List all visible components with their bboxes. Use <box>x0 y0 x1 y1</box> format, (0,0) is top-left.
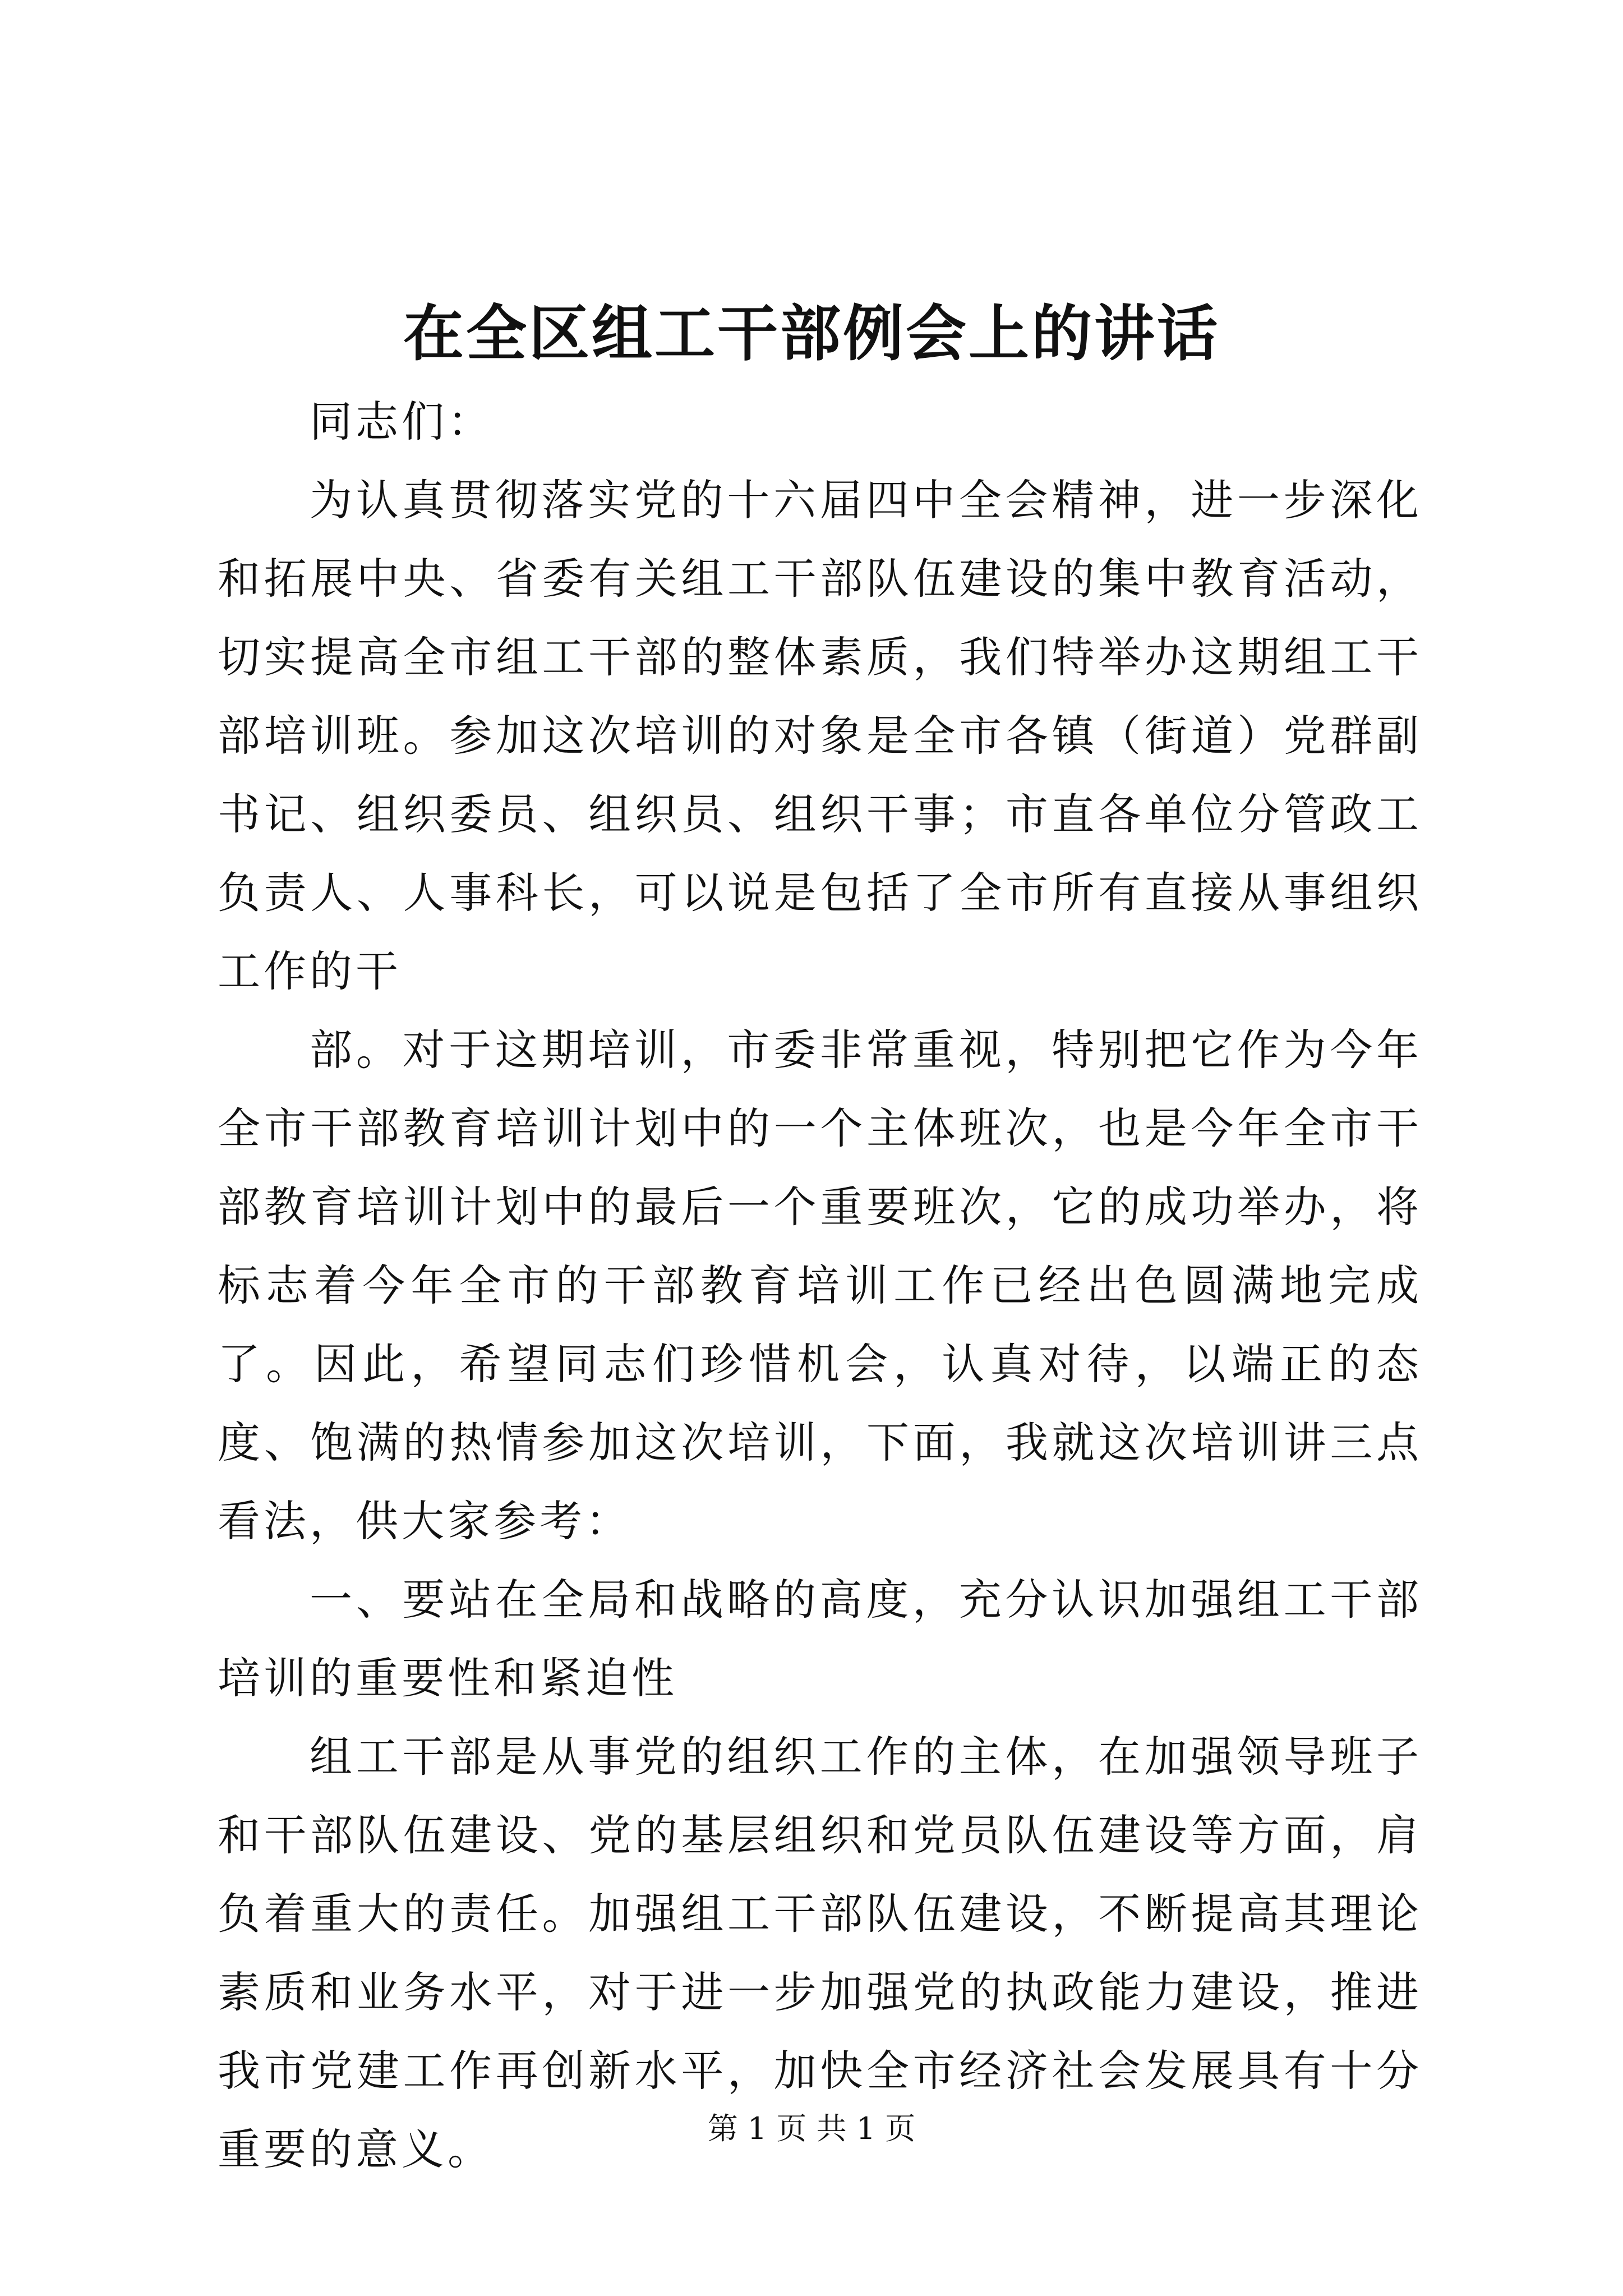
intro-paragraph: 为认真贯彻落实党的十六届四中全会精神，进一步深化和拓展中央、省委有关组工干部队伍建设的集中教育活动，切实提高全市组工干部的整体素质，我们特举办这期组工干部培训班。参加这次培训的对象是全市各镇（街道）党群副书记、组织委员、组织员、组织干事；市直各单位分管政工负责人、人事科长，可以说是包括了全市所有直接从事组织工作的干 <box>218 475 1422 996</box>
page-number-footer: 第 1 页 共 1 页 <box>707 2111 916 2146</box>
section-body-1: 组工干部是从事党的组织工作的主体，在加强领导班子和干部队伍建设、党的基层组织和党员队伍建设等方面，肩负着重大的责任。加强组工干部队伍建设，不断提高其理论素质和业务水平，对于进一步加强党的执政能力建设，推进我市党建工作再创新水平，加快全市经济社会发展具有十分重要的意义。 <box>218 1732 1422 2174</box>
training-paragraph: 部。对于这期培训，市委非常重视，特别把它作为今年全市干部教育培训计划中的一个主体班次，也是今年全市干部教育培训计划中的最后一个重要班次，它的成功举办，将标志着今年全市的干部教育培训工作已经出色圆满地完成了。因此，希望同志们珍惜机会，认真对待，以端正的态度、饱满的热情参加这次培训，下面，我就这次培训讲三点看法，供大家参考： <box>218 1025 1422 1546</box>
document-body <box>218 383 1422 2189</box>
document-title: 在全区组工干部例会上的讲话 <box>403 298 1220 369</box>
greeting-paragraph: 同志们： <box>310 397 494 447</box>
section-heading-1: 一、要站在全局和战略的高度，充分认识加强组工干部培训的重要性和紧迫性 <box>218 1575 1422 1703</box>
